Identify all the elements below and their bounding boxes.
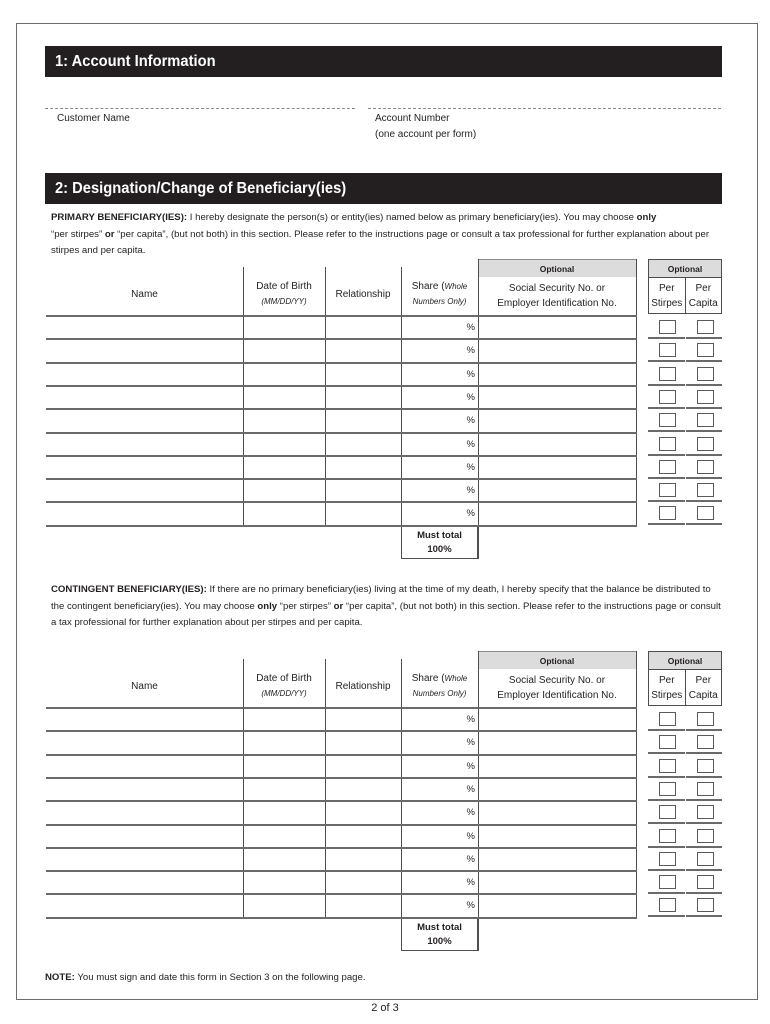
name-input[interactable] <box>48 756 241 776</box>
ssn-ein-input[interactable] <box>480 364 634 384</box>
contingent-text-3: “per capita”, (but not both) in this section. Please refer to the instructions page or consult a tax professional for further explanation about per stirpes and per capita. <box>51 600 721 628</box>
ssn-header: Social Security No. or Employer Identification No. <box>497 283 617 309</box>
dob-input[interactable] <box>245 709 323 729</box>
name-input[interactable] <box>48 410 241 430</box>
column-divider <box>325 267 326 525</box>
per-stirpes-checkbox[interactable] <box>659 759 676 773</box>
ssn-ein-input[interactable] <box>480 503 634 523</box>
per-capita-checkbox[interactable] <box>697 898 714 912</box>
relationship-input[interactable] <box>327 364 399 384</box>
per-optional-label: Optional <box>649 260 721 278</box>
percent-sign: % <box>466 714 475 725</box>
dob-input[interactable] <box>245 340 323 360</box>
checkbox-underline <box>648 892 685 894</box>
ssn-ein-input[interactable] <box>480 849 634 869</box>
ssn-ein-input[interactable] <box>480 709 634 729</box>
ssn-ein-input[interactable] <box>480 317 634 337</box>
ssn-ein-input[interactable] <box>480 387 634 407</box>
percent-sign: % <box>466 415 475 427</box>
checkbox-underline <box>648 430 685 432</box>
ssn-ein-input[interactable] <box>480 434 634 454</box>
relationship-input[interactable] <box>327 826 399 846</box>
contingent-only: only <box>257 600 278 612</box>
name-input[interactable] <box>48 732 241 752</box>
per-stirpes-checkbox[interactable] <box>659 829 676 843</box>
dob-input[interactable] <box>245 849 323 869</box>
dob-input[interactable] <box>245 732 323 752</box>
checkbox-underline <box>648 500 685 502</box>
checkbox-underline <box>686 360 722 362</box>
per-optional-label: Optional <box>649 652 721 670</box>
row-divider <box>46 917 637 919</box>
checkbox-underline <box>686 752 722 754</box>
per-capita-checkbox[interactable] <box>697 320 714 334</box>
checkbox-underline <box>686 915 722 917</box>
customer-name-input[interactable] <box>48 92 353 108</box>
primary-text-3: “per capita”, (but not both) in this section. Please refer to the instructions page or consult a tax professional for further explanation about per stirpes and per capita. <box>51 228 710 256</box>
relationship-input[interactable] <box>327 756 399 776</box>
percent-sign: % <box>466 485 475 497</box>
per-capita-checkbox[interactable] <box>697 413 714 427</box>
section-1-header <box>45 46 722 77</box>
percent-sign: % <box>466 737 475 749</box>
column-divider <box>243 659 244 917</box>
per-capita-checkbox[interactable] <box>697 735 714 749</box>
note-lead: NOTE: <box>45 972 75 983</box>
checkbox-underline <box>686 799 722 801</box>
name-input[interactable] <box>48 340 241 360</box>
per-capita-checkbox[interactable] <box>697 805 714 819</box>
checkbox-underline <box>686 729 722 731</box>
ssn-ein-input[interactable] <box>480 895 634 915</box>
column-divider <box>325 659 326 917</box>
checkbox-underline <box>648 477 685 479</box>
per-stirpes-checkbox[interactable] <box>659 898 676 912</box>
percent-sign: % <box>466 391 475 403</box>
percent-sign: % <box>466 853 475 865</box>
ssn-header: Social Security No. or Employer Identification No. <box>497 675 617 701</box>
relationship-input[interactable] <box>327 732 399 752</box>
checkbox-underline <box>686 846 722 848</box>
per-capita-header: Per Capita <box>688 675 718 701</box>
checkbox-underline <box>648 360 685 362</box>
name-input[interactable] <box>48 387 241 407</box>
per-capita-checkbox[interactable] <box>697 875 714 889</box>
primary-text-2: “per stirpes” <box>51 228 105 240</box>
ssn-ein-input[interactable] <box>480 457 634 477</box>
relationship-input[interactable] <box>327 779 399 799</box>
name-input[interactable] <box>48 826 241 846</box>
per-capita-checkbox[interactable] <box>697 759 714 773</box>
relationship-header: Relationship <box>335 288 391 300</box>
dob-input[interactable] <box>245 779 323 799</box>
checkbox-underline <box>648 384 685 386</box>
per-stirpes-checkbox[interactable] <box>659 782 676 796</box>
page-number: 2 of 3 <box>371 1002 399 1014</box>
note-text: You must sign and date this form in Section 3 on the following page. <box>74 972 366 983</box>
name-input[interactable] <box>48 802 241 822</box>
name-header: Name <box>131 680 158 692</box>
ssn-ein-input[interactable] <box>480 340 634 360</box>
account-number-line <box>368 108 721 109</box>
per-stirpes-checkbox[interactable] <box>659 875 676 889</box>
per-stirpes-header: Per Stirpes <box>649 670 686 706</box>
per-capita-checkbox[interactable] <box>697 483 714 497</box>
percent-sign: % <box>466 877 475 889</box>
per-capita-checkbox[interactable] <box>697 390 714 404</box>
per-capita-checkbox[interactable] <box>697 460 714 474</box>
percent-sign: % <box>466 322 475 333</box>
checkbox-underline <box>686 776 722 778</box>
account-number-input[interactable] <box>370 92 720 108</box>
per-stirpes-checkbox[interactable] <box>659 483 676 497</box>
share-header: Share (Whole Numbers Only) <box>411 673 468 698</box>
percent-sign: % <box>466 345 475 357</box>
name-input[interactable] <box>48 503 241 523</box>
dob-input[interactable] <box>245 895 323 915</box>
checkbox-underline <box>686 454 722 456</box>
ssn-ein-input[interactable] <box>480 480 634 500</box>
dob-header: Date of Birth (MM/DD/YY) <box>256 673 312 698</box>
dob-input[interactable] <box>245 410 323 430</box>
relationship-input[interactable] <box>327 410 399 430</box>
relationship-input[interactable] <box>327 849 399 869</box>
dob-input[interactable] <box>245 756 323 776</box>
checkbox-underline <box>686 822 722 824</box>
per-stirpes-checkbox[interactable] <box>659 320 676 334</box>
checkbox-underline <box>686 337 722 339</box>
name-input[interactable] <box>48 434 241 454</box>
ssn-ein-input[interactable] <box>480 826 634 846</box>
customer-name-line <box>45 108 355 109</box>
primary-only: only <box>636 212 657 223</box>
relationship-input[interactable] <box>327 340 399 360</box>
percent-sign: % <box>466 807 475 819</box>
relationship-input[interactable] <box>327 709 399 729</box>
per-capita-checkbox[interactable] <box>697 712 714 726</box>
checkbox-underline <box>686 892 722 894</box>
per-stirpes-checkbox[interactable] <box>659 367 676 381</box>
per-capita-checkbox[interactable] <box>697 506 714 520</box>
contingent-text-1: If there are no primary beneficiary(ies) living at the time of my death, I hereby specify that the balance be distributed to the contingent beneficiary(ies). You may choose <box>51 584 711 612</box>
percent-sign: % <box>466 368 475 380</box>
section-1-title: 1: Account Information <box>55 53 216 70</box>
share-header: Share (Whole Numbers Only) <box>411 281 468 306</box>
contingent-instructions <box>51 582 721 632</box>
per-stirpes-capita-header <box>648 259 722 314</box>
dob-input[interactable] <box>245 503 323 523</box>
customer-name-label: Customer Name <box>57 113 130 124</box>
dob-input[interactable] <box>245 387 323 407</box>
contingent-text-2: “per stirpes” <box>277 600 334 612</box>
percent-sign: % <box>466 830 475 842</box>
per-capita-checkbox[interactable] <box>697 343 714 357</box>
dob-input[interactable] <box>245 826 323 846</box>
checkbox-underline <box>648 869 685 871</box>
per-stirpes-checkbox[interactable] <box>659 805 676 819</box>
relationship-input[interactable] <box>327 317 399 337</box>
relationship-input[interactable] <box>327 387 399 407</box>
relationship-input[interactable] <box>327 895 399 915</box>
dob-input[interactable] <box>245 480 323 500</box>
per-stirpes-checkbox[interactable] <box>659 735 676 749</box>
relationship-input[interactable] <box>327 457 399 477</box>
dob-input[interactable] <box>245 364 323 384</box>
relationship-header: Relationship <box>335 680 391 692</box>
ssn-ein-input[interactable] <box>480 732 634 752</box>
dob-input[interactable] <box>245 457 323 477</box>
per-capita-checkbox[interactable] <box>697 829 714 843</box>
name-input[interactable] <box>48 317 241 337</box>
note <box>45 972 366 983</box>
checkbox-underline <box>686 407 722 409</box>
primary-or: or <box>104 228 115 240</box>
checkbox-underline <box>686 523 722 525</box>
checkbox-underline <box>648 729 685 731</box>
checkbox-underline <box>648 799 685 801</box>
checkbox-underline <box>686 477 722 479</box>
per-capita-checkbox[interactable] <box>697 367 714 381</box>
per-capita-checkbox[interactable] <box>697 852 714 866</box>
column-divider <box>401 659 402 917</box>
column-divider <box>636 259 637 525</box>
contingent-or: or <box>333 600 344 612</box>
column-divider <box>401 267 402 525</box>
column-divider <box>243 267 244 525</box>
name-input[interactable] <box>48 709 241 729</box>
per-stirpes-checkbox[interactable] <box>659 460 676 474</box>
account-number-sublabel: (one account per form) <box>375 129 477 140</box>
dob-input[interactable] <box>245 872 323 892</box>
ssn-optional-label: Optional <box>478 651 636 669</box>
name-input[interactable] <box>48 895 241 915</box>
relationship-input[interactable] <box>327 802 399 822</box>
checkbox-underline <box>648 776 685 778</box>
per-stirpes-checkbox[interactable] <box>659 852 676 866</box>
dob-input[interactable] <box>245 317 323 337</box>
name-input[interactable] <box>48 849 241 869</box>
percent-sign: % <box>466 438 475 450</box>
checkbox-underline <box>648 407 685 409</box>
must-total-note: Must total 100% <box>401 527 478 559</box>
checkbox-underline <box>648 523 685 525</box>
ssn-ein-input[interactable] <box>480 410 634 430</box>
must-total-note: Must total 100% <box>401 919 478 951</box>
checkbox-underline <box>648 915 685 917</box>
per-capita-checkbox[interactable] <box>697 437 714 451</box>
per-stirpes-checkbox[interactable] <box>659 390 676 404</box>
percent-sign: % <box>466 900 475 912</box>
name-input[interactable] <box>48 872 241 892</box>
percent-sign: % <box>466 783 475 795</box>
section-2-header <box>45 173 722 204</box>
per-capita-header: Per Capita <box>688 283 718 309</box>
per-capita-checkbox[interactable] <box>697 782 714 796</box>
per-stirpes-checkbox[interactable] <box>659 437 676 451</box>
name-header: Name <box>131 288 158 300</box>
checkbox-underline <box>648 846 685 848</box>
ssn-optional-label: Optional <box>478 259 636 277</box>
checkbox-underline <box>648 454 685 456</box>
dob-header: Date of Birth (MM/DD/YY) <box>256 281 312 306</box>
section-2-title: 2: Designation/Change of Beneficiary(ies) <box>55 180 347 197</box>
contingent-lead: CONTINGENT BENEFICIARY(IES): <box>51 584 207 595</box>
dob-input[interactable] <box>245 802 323 822</box>
relationship-input[interactable] <box>327 480 399 500</box>
dob-input[interactable] <box>245 434 323 454</box>
per-stirpes-header: Per Stirpes <box>649 278 686 314</box>
per-stirpes-checkbox[interactable] <box>659 413 676 427</box>
per-stirpes-checkbox[interactable] <box>659 712 676 726</box>
ssn-ein-input[interactable] <box>480 872 634 892</box>
percent-sign: % <box>466 760 475 772</box>
relationship-input[interactable] <box>327 503 399 523</box>
checkbox-underline <box>686 500 722 502</box>
checkbox-underline <box>648 822 685 824</box>
percent-sign: % <box>466 508 475 520</box>
checkbox-underline <box>686 430 722 432</box>
relationship-input[interactable] <box>327 434 399 454</box>
per-stirpes-checkbox[interactable] <box>659 506 676 520</box>
relationship-input[interactable] <box>327 872 399 892</box>
ssn-ein-input[interactable] <box>480 756 634 776</box>
row-divider <box>46 525 637 527</box>
per-stirpes-checkbox[interactable] <box>659 343 676 357</box>
primary-text-1: I hereby designate the person(s) or entity(ies) named below as primary beneficiary(ies). You may choose <box>187 212 637 223</box>
primary-lead: PRIMARY BENEFICIARY(IES): <box>51 212 188 223</box>
checkbox-underline <box>686 384 722 386</box>
per-stirpes-capita-header <box>648 651 722 706</box>
checkbox-underline <box>686 869 722 871</box>
checkbox-underline <box>648 337 685 339</box>
name-input[interactable] <box>48 779 241 799</box>
primary-instructions <box>51 210 721 260</box>
account-number-label: Account Number <box>375 113 450 124</box>
percent-sign: % <box>466 461 475 473</box>
column-divider <box>636 651 637 917</box>
name-input[interactable] <box>48 457 241 477</box>
checkbox-underline <box>648 752 685 754</box>
ssn-ein-input[interactable] <box>480 779 634 799</box>
name-input[interactable] <box>48 480 241 500</box>
ssn-ein-input[interactable] <box>480 802 634 822</box>
name-input[interactable] <box>48 364 241 384</box>
